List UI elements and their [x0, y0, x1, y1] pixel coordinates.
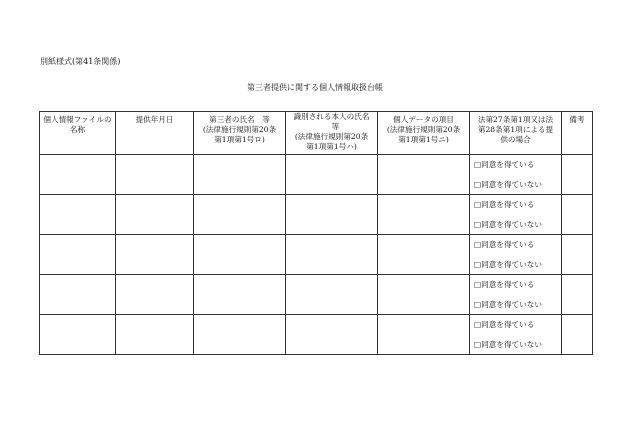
cell-personal-data-items[interactable]: [378, 155, 470, 195]
cell-consent: [470, 315, 562, 355]
header-provision-basis: [470, 112, 562, 155]
cell-identified-person-name[interactable]: [286, 275, 378, 315]
header-provision-date: [116, 112, 194, 155]
cell-file-name[interactable]: [40, 235, 116, 275]
cell-remarks[interactable]: [562, 235, 593, 275]
header-line: (法律施行規則第20条: [294, 132, 369, 141]
cell-consent: [470, 235, 562, 275]
cell-file-name[interactable]: [40, 315, 116, 355]
consent-not-obtained-option[interactable]: □同意を得ていない: [474, 179, 542, 189]
consent-not-obtained-option[interactable]: □同意を得ていない: [474, 299, 542, 309]
cell-identified-person-name[interactable]: [286, 315, 378, 355]
cell-provision-date[interactable]: [116, 155, 194, 195]
personal-info-ledger-table: [39, 111, 593, 355]
header-line: 個人情報ファイルの: [43, 115, 112, 124]
header-line: 備考: [569, 115, 585, 124]
cell-third-party-name[interactable]: [194, 155, 286, 195]
table-row: [40, 155, 593, 195]
consent-not-obtained-option[interactable]: □同意を得ていない: [474, 259, 542, 269]
header-line: 識別される本人の氏名: [293, 112, 370, 121]
cell-personal-data-items[interactable]: [378, 275, 470, 315]
cell-third-party-name[interactable]: [194, 195, 286, 235]
header-line: 法第27条第1項又は法: [477, 115, 554, 124]
consent-obtained-option[interactable]: □同意を得ている: [474, 319, 535, 329]
cell-remarks[interactable]: [562, 155, 593, 195]
cell-remarks[interactable]: [562, 275, 593, 315]
header-file-name: [40, 112, 116, 155]
header-line: 名称: [69, 125, 86, 134]
header-line: 第1項第1号ニ): [398, 135, 449, 144]
cell-personal-data-items[interactable]: [378, 235, 470, 275]
cell-remarks[interactable]: [562, 315, 593, 355]
header-line: 等: [323, 122, 340, 131]
header-line: (法律施行規則第20条: [202, 125, 277, 134]
form-label: 別紙様式(第41条関係): [40, 57, 121, 66]
header-remarks: [562, 112, 593, 155]
header-row: [40, 112, 593, 155]
cell-third-party-name[interactable]: [194, 235, 286, 275]
cell-file-name[interactable]: [40, 275, 116, 315]
cell-provision-date[interactable]: [116, 195, 194, 235]
header-line: 個人データの項目: [393, 115, 454, 124]
consent-obtained-option[interactable]: □同意を得ている: [474, 239, 535, 249]
header-identified-person-name: [286, 112, 378, 155]
header-line: 供の場合: [500, 135, 531, 144]
cell-personal-data-items[interactable]: [378, 315, 470, 355]
cell-provision-date[interactable]: [116, 315, 194, 355]
cell-personal-data-items[interactable]: [378, 195, 470, 235]
header-line: 第1項第1号ロ): [214, 135, 265, 144]
cell-file-name[interactable]: [40, 155, 116, 195]
table-row: [40, 235, 593, 275]
consent-obtained-option[interactable]: □同意を得ている: [474, 279, 535, 289]
cell-third-party-name[interactable]: [194, 315, 286, 355]
consent-not-obtained-option[interactable]: □同意を得ていない: [474, 219, 542, 229]
table-row: [40, 275, 593, 315]
cell-consent: [470, 195, 562, 235]
cell-file-name[interactable]: [40, 195, 116, 235]
document-title: 第三者提供に関する個人情報取扱台帳: [247, 83, 383, 92]
consent-obtained-option[interactable]: □同意を得ている: [474, 199, 535, 209]
cell-identified-person-name[interactable]: [286, 195, 378, 235]
cell-provision-date[interactable]: [116, 235, 194, 275]
table-row: [40, 195, 593, 235]
consent-not-obtained-option[interactable]: □同意を得ていない: [474, 339, 542, 349]
header-line: 第1項第1号ハ): [306, 142, 357, 151]
header-line: (法律施行規則第20条: [386, 125, 461, 134]
header-line: 提供年月日: [135, 115, 174, 124]
cell-third-party-name[interactable]: [194, 275, 286, 315]
cell-identified-person-name[interactable]: [286, 235, 378, 275]
cell-identified-person-name[interactable]: [286, 155, 378, 195]
cell-remarks[interactable]: [562, 195, 593, 235]
header-third-party-name: [194, 112, 286, 155]
cell-provision-date[interactable]: [116, 275, 194, 315]
header-line: 第三者の氏名 等: [209, 115, 270, 124]
table-row: [40, 315, 593, 355]
header-line: 第28条第1項による提: [477, 125, 554, 134]
cell-consent: [470, 275, 562, 315]
header-personal-data-items: [378, 112, 470, 155]
cell-consent: [470, 155, 562, 195]
consent-obtained-option[interactable]: □同意を得ている: [474, 159, 535, 169]
